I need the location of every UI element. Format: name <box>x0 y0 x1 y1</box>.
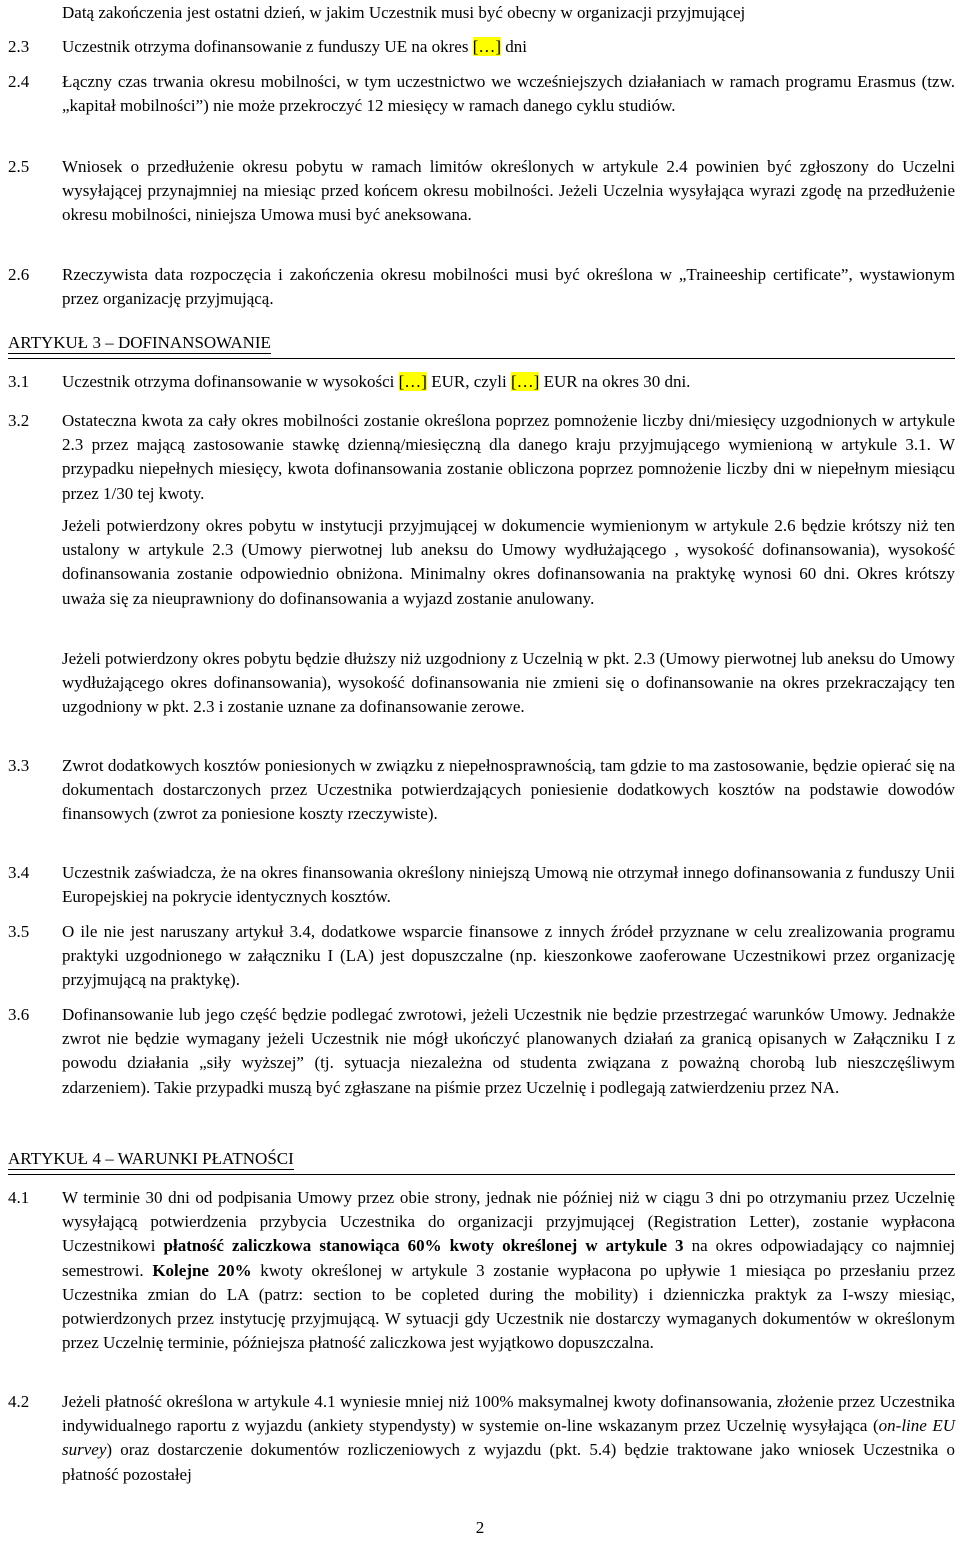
section-divider <box>8 1174 955 1175</box>
clause-3-3 <box>8 754 955 827</box>
continued-text-line: Datą zakończenia jest ostatni dzień, w jakim Uczestnik musi być obecny w organizacji przyjmującej <box>62 3 746 22</box>
clause-number: 3.6 <box>8 1005 30 1024</box>
paragraph: Jeżeli potwierdzony okres pobytu w instytucji przyjmującej w dokumencie wymienionym w artykule 2.6 będzie krótszy niż ten ustalony w artykule 2.3 (Umowy pierwotnej lub aneksu do Umowy wydłużającego , wysokość dofinansowania), wysokość dofinansowania zostanie odpowiednio obniżona. Minimalny okres dofinansowania na praktykę wynosi 60 dni. Okres krótszy uważa się za nieuprawniony do dofinansowania a wyjazd zostanie anulowany. <box>62 516 955 608</box>
clause-4-2: 4.2 Jeżeli płatność określona w artykule 4.1 wyniesie mniej niż 100% maksymalnej kwoty dofinansowania, złożenie przez Uczestnika indywidualnego raportu z wyjazdu (ankiety stypendysty) w systemie on-line wskazanym przez Uczelnię wysyłająca (on-line EU survey) oraz dostarczenie dokumentów rozliczeniowych z wyjazdu (pkt. 5.4) będzie traktowane jako wniosek Uczestnika o płatność pozostałej <box>8 1392 955 1484</box>
article-4-heading: ARTYKUŁ 4 – WARUNKI PŁATNOŚCI <box>8 1149 294 1168</box>
bold-emphasis: płatność zaliczkowa stanowiąca 60% kwoty określonej w artykule 3 <box>163 1236 684 1256</box>
blank-placeholder: […] <box>472 37 502 56</box>
amount-placeholder: […] <box>398 372 427 391</box>
clause-2-3: 2.3 Uczestnik otrzyma dofinansowanie z funduszy UE na okres […] dni <box>8 35 955 59</box>
clause-number: 3.2 <box>8 411 30 430</box>
clause-text: Rzeczywista data rozpoczęcia i zakończenia okresu mobilności musi być określona w „Traineeship certificate”, wystawionym przez organizację przyjmującą. <box>62 265 955 309</box>
article-3-heading: ARTYKUŁ 3 – DOFINANSOWANIE <box>8 333 271 352</box>
clause-text: O ile nie jest naruszany artykuł 3.4, dodatkowe wsparcie finansowe z innych źródeł przyznane w celu zrealizowania programu praktyki uzgodnionego w załączniku I (LA) jest dopuszczalne (np. kieszonkowe zaoferowane Uczestnikowi przez organizację przyjmującą na praktykę). <box>62 922 955 990</box>
page-number: 2 <box>475 1518 485 1537</box>
clause-number: 3.5 <box>8 922 30 941</box>
clause-number: 3.4 <box>8 863 30 882</box>
clause-text: Dofinansowanie lub jego część będzie podlegać zwrotowi, jeżeli Uczestnik nie będzie przestrzegać warunków Umowy. Jednakże zwrot nie będzie wymagany jeżeli Uczestnik nie mógł ukończyć planowanych działań za granicą opisanych w Załączniku I z powodu działania „siły wyższej” (tj. sytuacja niezależna od studenta związana z poważną chorobą lub nieszczęśliwym zdarzeniem). Takie przypadki muszą być zgłaszane na piśmie przez Uczelnię i podlegają zatwierdzeniu przez NA. <box>62 1005 955 1097</box>
clause-text: Zwrot dodatkowych kosztów poniesionych w związku z niepełnosprawnością, tam gdzie to ma zastosowanie, będzie opierać się na dokumentach dostarczonych przez Uczestnika potwierdzających poniesienie dodatkowych kosztów na podstawie dowodów finansowych (zwrot za poniesione koszty rzeczywiste). <box>62 756 955 824</box>
clause-number: 4.1 <box>8 1188 30 1207</box>
section-divider <box>8 358 955 359</box>
clause-number: 3.3 <box>8 756 30 775</box>
clause-2-5 <box>8 155 955 228</box>
clause-text: Ostateczna kwota za cały okres mobilności zostanie określona poprzez pomnożenie liczby dni/miesięcy uzgodnionych w artykule 2.3 przez mającą zastosowanie stawkę dzienną/miesięczną dla danego kraju przyjmującego wymienioną w artykule 3.1. W przypadku niepełnych miesięcy, kwota dofinansowania zostanie obliczona poprzez pomnożenie liczby dni w niepełnym miesiącu przez 1/30 tej kwoty. <box>62 411 955 503</box>
clause-3-2 <box>8 409 955 506</box>
clause-number: 3.1 <box>8 372 30 391</box>
clause-4-1: 4.1 W terminie 30 dni od podpisania Umowy przez obie strony, jednak nie później niż w ciągu 3 dni po otrzymaniu przez Uczelnię wysyłającą potwierdzenia przybycia Uczestnika do organizacji przyjmującej (Registration Letter), zostanie wypłacona Uczestnikowi płatność zaliczkowa stanowiąca 60% kwoty określonej w artykule 3 na okres odpowiadający co najmniej semestrowi. Kolejne 20% kwoty określonej w artykule 3 zostanie wypłacona po upływie 1 miesiąca po przesłaniu przez Uczestnika zmian do LA (patrz: section to be copleted during the mobility) i dzienniczka praktyk za I-wszy miesiąc, potwierdzonych przez instytucję przyjmującą. W sytuacji gdy Uczestnik nie dostarczy wymaganych dokumentów w określonym przez Uczelnię terminie, późniejsza płatność zaliczkowa jest wyjątkowo dopuszczalna. <box>8 1188 956 1353</box>
clause-number: 2.6 <box>8 265 30 284</box>
clause-number: 4.2 <box>8 1392 30 1411</box>
clause-text: Łączny czas trwania okresu mobilności, w tym uczestnictwo we wcześniejszych działaniach w ramach programu Erasmus (tzw. „kapitał mobilności”) nie może przekroczyć 12 miesięcy w ramach danego cyklu studiów. <box>62 72 955 116</box>
clause-number: 2.4 <box>8 72 30 91</box>
clause-text: Wniosek o przedłużenie okresu pobytu w ramach limitów określonych w artykule 2.4 powinien być zgłoszony do Uczelni wysyłającej przynajmniej na miesiąc przed końcem okresu mobilności. Jeżeli Uczelnia wysyłająca wyrazi zgodę na przedłużenie okresu mobilności, niniejsza Umowa musi być aneksowana. <box>62 157 955 225</box>
clause-number: 2.5 <box>8 157 30 176</box>
clause-2-6 <box>8 263 955 311</box>
clause-3-5 <box>8 920 955 993</box>
clause-number: 2.3 <box>8 37 30 56</box>
paragraph: Jeżeli potwierdzony okres pobytu będzie dłuższy niż uzgodniony z Uczelnią w pkt. 2.3 (Umowy pierwotnej lub aneksu do Umowy wydłużającego okres dofinansowania), wysokość dofinansowania nie zmieni się o dofinansowanie na okres przekraczający ten uzgodniony w pkt. 2.3 i zostanie uznane za dofinansowanie zerowe. <box>62 649 955 717</box>
clause-3-4 <box>8 861 955 909</box>
bold-emphasis: Kolejne 20% <box>152 1260 252 1280</box>
italic-term: on-line EU survey <box>62 1416 955 1460</box>
clause-3-1: 3.1 Uczestnik otrzyma dofinansowanie w wysokości […] EUR, czyli […] EUR na okres 30 dni. <box>8 370 955 394</box>
clause-2-4 <box>8 70 955 118</box>
clause-text: Uczestnik zaświadcza, że na okres finansowania określony niniejszą Umową nie otrzymał innego dofinansowania z funduszy Unii Europejskiej na pokrycie identycznych kosztów. <box>62 863 955 907</box>
clause-3-6 <box>8 1003 955 1100</box>
amount-placeholder: […] <box>511 372 540 391</box>
